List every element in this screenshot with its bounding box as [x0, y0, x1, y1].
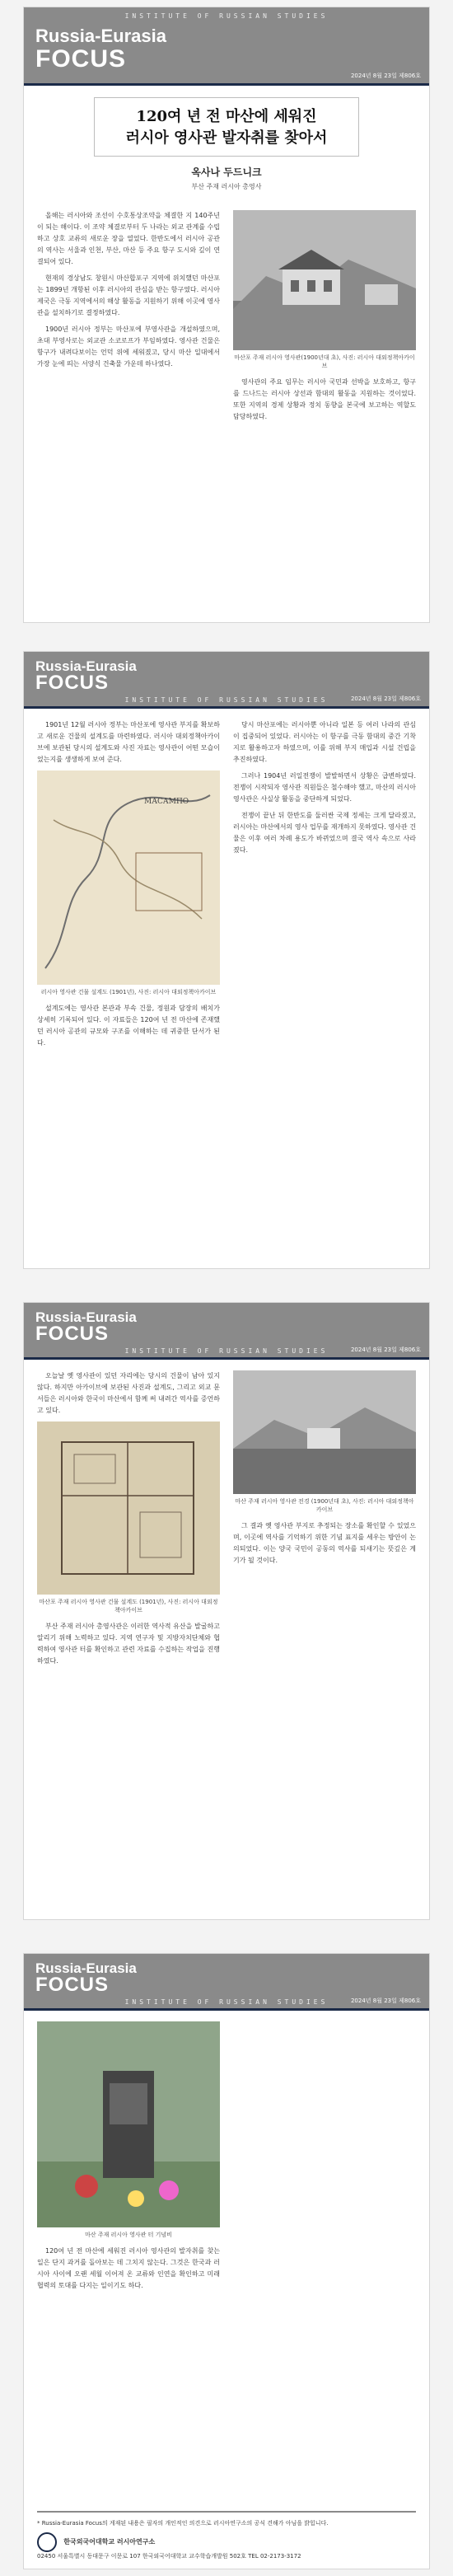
- page1-columns: [37, 210, 416, 614]
- paragraph: 올해는 러시아와 조선이 수호통상조약을 체결한 지 140주년이 되는 해이다. 이 조약 체결로부터 두 나라는 외교 관계를 수립하고 상호 교류의 새로운 장을 열었다. 한반도에서 러시아 공관의 역사는 서울과 인천, 부산, 마산 등 주요 항구 도시와 깊이 연결되어 있다.: [37, 212, 220, 265]
- institute-name: INSTITUTE OF RUSSIAN STUDIES: [124, 12, 329, 20]
- logo-focus: FOCUS: [35, 672, 109, 694]
- logo-russia-eurasia: Russia-Eurasia: [35, 26, 166, 46]
- paragraph: 오늘날 옛 영사관이 있던 자리에는 당시의 건물이 남아 있지 않다. 하지만 아카이브에 보관된 사진과 설계도, 그리고 외교 문서들은 러시아와 한국이 마산에서 함께 써 내려간 역사를 증언하고 있다.: [37, 1372, 220, 1414]
- paragraph: 그 결과 옛 영사관 부지로 추정되는 장소를 확인할 수 있었으며, 이곳에 역사를 기억하기 위한 기념 표지를 세우는 방안이 논의되었다. 이는 양국 국민이 공동의 역사를 되새기는 뜻깊은 계기가 될 것이다.: [233, 1522, 416, 1564]
- masthead: [24, 7, 429, 86]
- issue-info: 2024년 8월 23일 제806호: [350, 1347, 421, 1353]
- floorplan-photo: [37, 1421, 220, 1595]
- institute-name: INSTITUTE OF RUSSIAN STUDIES: [124, 696, 329, 704]
- page2-right-column: [233, 719, 416, 861]
- consulate-photo-image: [233, 210, 416, 350]
- page4-columns: [37, 2021, 416, 2450]
- page1-right-column: [233, 210, 416, 428]
- masthead: [24, 652, 429, 709]
- panorama-photo: [233, 1370, 416, 1494]
- paragraph: 설계도에는 영사관 본관과 부속 건물, 정원과 담장의 배치가 상세히 기록되어 있다. 이 자료들은 120여 년 전 마산에 존재했던 러시아 공관의 규모와 구조를 이해하는 데 귀중한 단서가 된다.: [37, 1005, 220, 1047]
- article-title-box: [94, 97, 359, 157]
- logo-focus: FOCUS: [35, 1974, 109, 1996]
- photo-caption: 마산 주재 러시아 영사관 전경 (1900년대 초), 사진: 러시아 대외정책아카이브: [235, 1498, 414, 1513]
- masthead: [24, 1954, 429, 2011]
- page-4: [23, 1953, 430, 2569]
- page3-left-column: [37, 1370, 220, 1672]
- paragraph: 현재의 경상남도 창원시 마산합포구 지역에 위치했던 마산포는 1899년 개항된 이후 러시아의 관심을 받는 항구였다. 러시아 제국은 극동 지역에서의 해상 활동을 지원하기 위해 이곳에 영사관을 설치하기로 결정하였다.: [37, 274, 220, 316]
- author-name: 옥사나 두드니크: [191, 166, 262, 178]
- map-image: [37, 770, 220, 985]
- map-label: МАСАМПО: [144, 798, 189, 806]
- monument-photo: [37, 2021, 220, 2227]
- issue-info: 2024년 8월 23일 제806호: [350, 73, 421, 79]
- page2-left-column: [37, 719, 220, 1054]
- page-2: [23, 651, 430, 1269]
- floorplan-image: [37, 1421, 220, 1595]
- page2-columns: [37, 719, 416, 1260]
- page-3: [23, 1302, 430, 1920]
- issue-info: 2024년 8월 23일 제806호: [350, 696, 421, 702]
- logo-focus: FOCUS: [35, 1323, 109, 1345]
- paragraph: 부산 주재 러시아 총영사관은 이러한 역사적 유산을 발굴하고 알리기 위해 노력하고 있다. 지역 연구자 및 지방자치단체와 협력하여 영사관 터를 확인하고 관련 자료를 수집하는 작업을 진행하였다.: [37, 1623, 220, 1665]
- panorama-image: [233, 1370, 416, 1494]
- logo-russia-eurasia: Russia-Eurasia: [35, 658, 137, 674]
- paragraph: 당시 마산포에는 러시아뿐 아니라 일본 등 여러 나라의 관심이 집중되어 있었다. 러시아는 이 항구를 극동 함대의 중간 기착지로 활용하고자 하였으며, 이를 위해 부지 매입과 시설 건립을 추진하였다.: [233, 721, 416, 763]
- photo-caption: 러시아 영사관 건물 설계도 (1901년), 사진: 러시아 대외정책아카이브: [40, 989, 217, 995]
- page-1: [23, 7, 430, 623]
- institute-name: INSTITUTE OF RUSSIAN STUDIES: [124, 1347, 329, 1355]
- page3-columns: [37, 1370, 416, 1911]
- article-title-line2: 러시아 영사관 발자취를 찾아서: [125, 129, 328, 147]
- paragraph: 전쟁이 끝난 뒤 한반도를 둘러싼 국제 정세는 크게 달라졌고, 러시아는 마산에서의 영사 업무를 재개하지 못하였다. 영사관 건물은 이후 여러 차례 용도가 바뀌었으며 결국 역사 속으로 사라졌다.: [233, 812, 416, 854]
- map-photo: [37, 770, 220, 985]
- organization-name: 한국외국어대학교 러시아연구소: [63, 2538, 156, 2546]
- issue-info: 2024년 8월 23일 제806호: [350, 1998, 421, 2004]
- monument-image: [37, 2021, 220, 2227]
- logo-focus: FOCUS: [35, 45, 126, 73]
- university-emblem-icon: [37, 2532, 57, 2552]
- paragraph: 1900년 러시아 정부는 마산포에 부영사관을 개설하였으며, 초대 부영사로는 외교관 소코로프가 부임하였다. 영사관 건물은 항구가 내려다보이는 언덕 위에 세워졌고, 당시 마산 일대에서 가장 눈에 띄는 서양식 건축물 가운데 하나였다.: [37, 326, 220, 368]
- paragraph: 그러나 1904년 러일전쟁이 발발하면서 상황은 급변하였다. 전쟁이 시작되자 영사관 직원들은 철수해야 했고, 마산의 러시아 영사관은 사실상 활동을 중단하게 되었다.: [233, 772, 416, 803]
- page3-right-column: [233, 1370, 416, 1571]
- paragraph: 영사관의 주요 임무는 러시아 국민과 선박을 보호하고, 항구를 드나드는 러시아 상선과 함대의 활동을 지원하는 것이었다. 또한 지역의 경제 상황과 정치 동향을 본국에 보고하는 역할도 담당하였다.: [233, 378, 416, 420]
- photo-caption: 마산포 주재 러시아 영사관(1900년대 초), 사진: 러시아 대외정책아카이브: [234, 354, 415, 369]
- logo-russia-eurasia: Russia-Eurasia: [35, 1309, 137, 1325]
- footer-org-row: [37, 2532, 416, 2552]
- disclaimer-note: * Russia-Eurasia Focus의 게재된 내용은 필자의 개인적인 의견으로 러시아연구소의 공식 견해가 아님을 밝힙니다.: [37, 2520, 329, 2527]
- page4-left-column: [37, 2021, 220, 2297]
- page1-left-column: [37, 210, 220, 375]
- institute-name: INSTITUTE OF RUSSIAN STUDIES: [124, 1998, 329, 2006]
- photo-caption: 마산포 주재 러시아 영사관 건물 설계도 (1901년), 사진: 러시아 대외정책아카이브: [39, 1599, 218, 1614]
- masthead: [24, 1303, 429, 1360]
- logo-russia-eurasia: Russia-Eurasia: [35, 1960, 137, 1976]
- photo-caption: 마산 주재 러시아 영사관 터 기념비: [85, 2232, 172, 2238]
- consulate-photo: [233, 210, 416, 350]
- paragraph: 120여 년 전 마산에 세워진 러시아 영사관의 발자취를 찾는 일은 단지 과거를 돌아보는 데 그치지 않는다. 그것은 한국과 러시아 사이에 오랜 세월 이어져 온 교류와 인연을 확인하고 미래 협력의 토대를 다지는 일이기도 하다.: [37, 2247, 220, 2289]
- footer: [37, 2511, 416, 2560]
- paragraph: 1901년 12월 러시아 정부는 마산포에 영사관 부지를 확보하고 새로운 건물의 설계도를 마련하였다. 러시아 대외정책아카이브에 보관된 당시의 설계도와 사진 자료는 영사관이 어떤 모습이었는지를 생생하게 보여 준다.: [37, 721, 220, 763]
- article-title-line1: 120여 년 전 마산에 세워진: [136, 108, 317, 125]
- author-affiliation: 부산 주재 러시아 총영사: [191, 183, 262, 190]
- organization-address: 02450 서울특별시 동대문구 이문로 107 한국외국어대학교 교수학습개발원 502호 TEL 02-2173-3172: [37, 2553, 301, 2560]
